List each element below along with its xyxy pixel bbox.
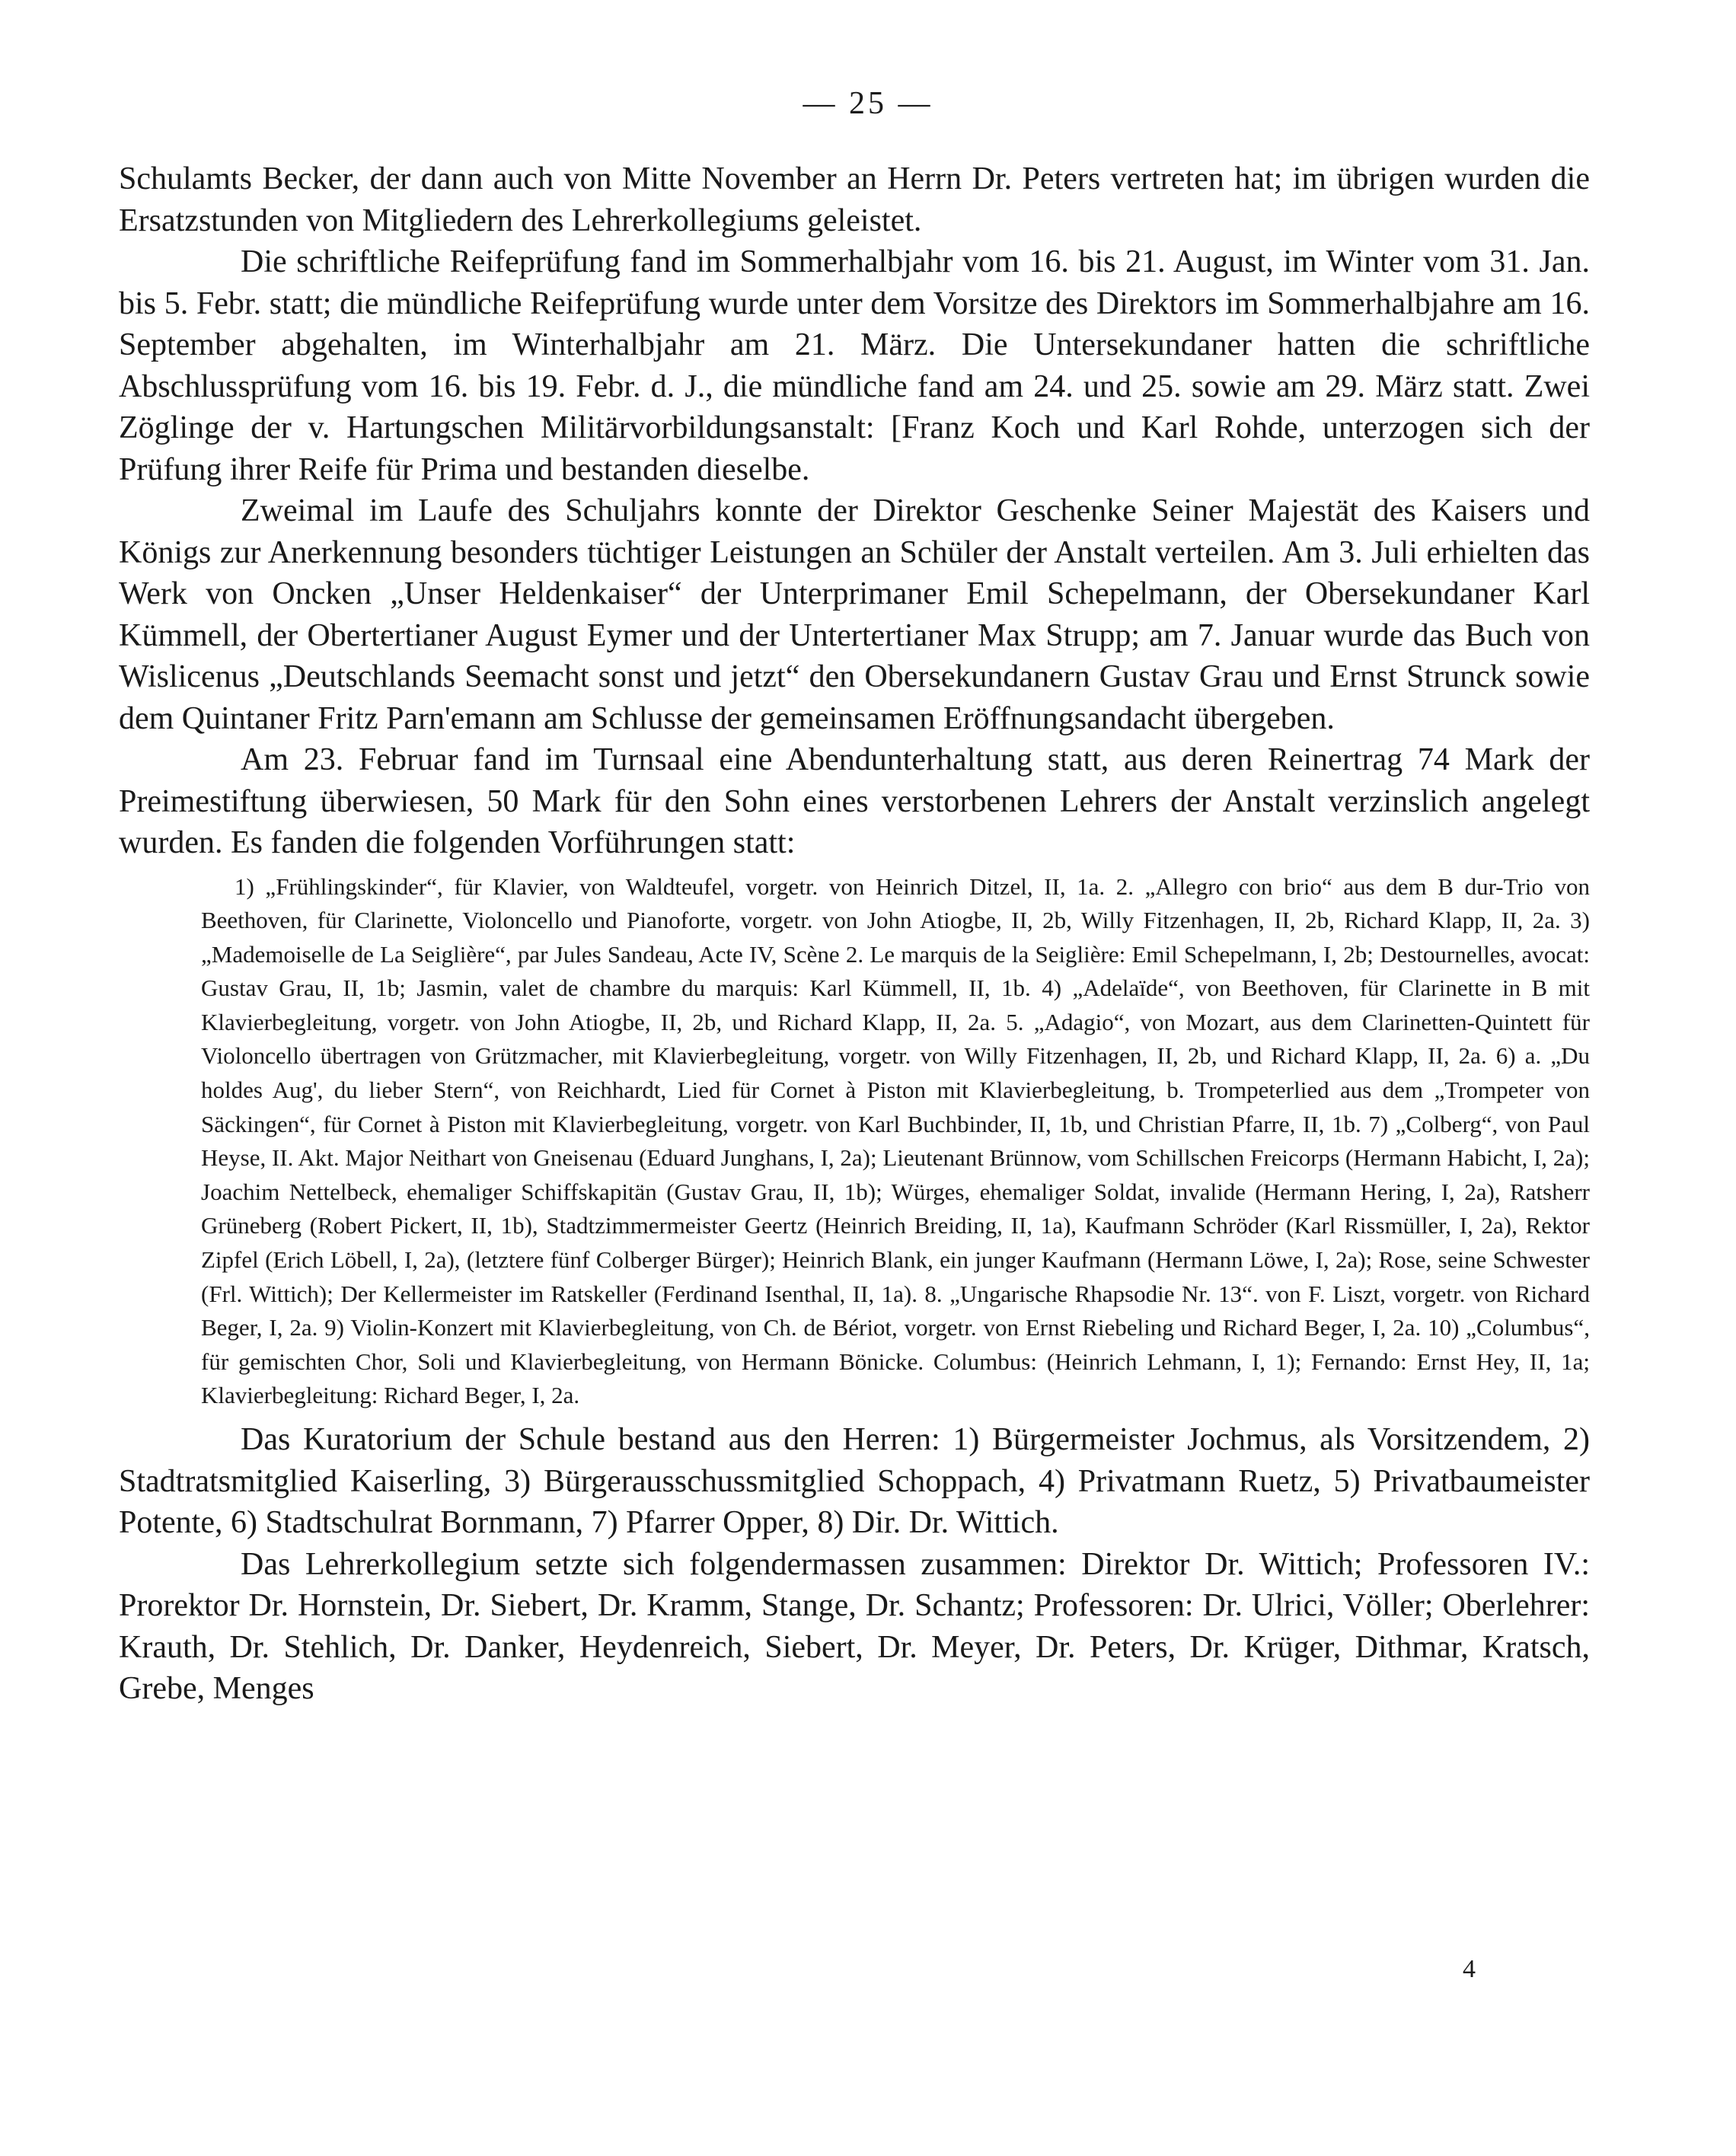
paragraph-geschenke: Zweimal im Laufe des Schuljahrs konnte der Direktor Geschenke Seiner Majestät des Kaisers und Königs zur Anerkennung besonders tüchtiger Leistungen an Schüler der Anstalt verteilen. Am 3. Juli erhielten das Werk von Oncken „Unser Heldenkaiser“ der Unterprimaner Emil Schepelmann, der Obersekundaner Karl Kümmell, der Obertertianer August Eymer und der Untertertianer Max Strupp; am 7. Januar wurde das Buch von Wislicenus „Deutschlands Seemacht sonst und jetzt“ den Obersekundanern Gustav Grau und Ernst Strunck sowie dem Quintaner Fritz Parn'emann am Schlusse der gemeinsamen Eröffnungsandacht übergeben. <box>119 493 1590 736</box>
paragraph-reifepruefung: Die schriftliche Reifeprüfung fand im Sommerhalbjahr vom 16. bis 21. August, im Winter vom 31. Jan. bis 5. Febr. statt; die mündliche Reifeprüfung wurde unter dem Vorsitze des Direktors im Sommerhalbjahre am 16. September abgehalten, im Winterhalbjahr am 21. März. Die Untersekundaner hatten die schriftliche Abschlussprüfung vom 16. bis 19. Febr. d. J., die mündliche fand am 24. und 25. sowie am 29. März statt. Zwei Zöglinge der v. Hartungschen Militärvorbildungsanstalt: [Franz Koch und Karl Rohde, unterzogen sich der Prüfung ihrer Reife für Prima und bestanden dieselbe. <box>119 244 1590 487</box>
page-number: — 25 — <box>803 86 933 121</box>
paragraph-lehrerkollegium: Das Lehrerkollegium setzte sich folgendermassen zusammen: Direktor Dr. Wittich; Professoren IV.: Prorektor Dr. Hornstein, Dr. Siebert, Dr. Kramm, Stange, Dr. Schantz; Professoren: Dr. Ulrici, Völler; Oberlehrer: Krauth, Dr. Stehlich, Dr. Danker, Heydenreich, Siebert, Dr. Meyer, Dr. Peters, Dr. Krüger, Dithmar, Kratsch, Grebe, Menges <box>119 1546 1590 1706</box>
program-list: 1) „Frühlingskinder“, für Klavier, von Waldteufel, vorgetr. von Heinrich Ditzel, II, 1a. 2. „Allegro con brio“ aus dem B dur-Trio von Beethoven, für Clarinette, Violoncello und Pianoforte, vorgetr. von John Atiogbe, II, 2b, Willy Fitzenhagen, II, 2b, Richard Klapp, II, 2a. 3) „Mademoiselle de La Seiglière“, par Jules Sandeau, Acte IV, Scène 2. Le marquis de la Seiglière: Emil Schepelmann, I, 2b; Destournelles, avocat: Gustav Grau, II, 1b; Jasmin, valet de chambre du marquis: Karl Kümmell, II, 1b. 4) „Adelaïde“, von Beethoven, für Clarinette in B mit Klavierbegleitung, vorgetr. von John Atiogbe, II, 2b, und Richard Klapp, II, 2a. 5. „Adagio“, von Mozart, aus dem Clarinetten-Quintett für Violoncello übertragen von Grützmacher, mit Klavierbegleitung, vorgetr. von Willy Fitzenhagen, II, 2b, und Richard Klapp, II, 2a. 6) a. „Du holdes Aug', du lieber Stern“, von Reichhardt, Lied für Cornet à Piston mit Klavierbegleitung, b. Trompeterlied aus dem „Trompeter von Säckingen“, für Cornet à Piston mit Klavierbegleitung, vorgetr. von Karl Buchbinder, II, 1b, und Christian Pfarre, II, 1b. 7) „Colberg“, von Paul Heyse, II. Akt. Major Neithart von Gneisenau (Eduard Junghans, I, 2a); Lieutenant Brünnow, vom Schillschen Freicorps (Hermann Habicht, I, 2a); Joachim Nettelbeck, ehemaliger Schiffskapitän (Gustav Grau, II, 1b); Würges, ehemaliger Soldat, invalide (Hermann Hering, I, 2a), Ratsherr Grüneberg (Robert Pickert, II, 1b), Stadtzimmermeister Geertz (Heinrich Breiding, II, 1a), Kaufmann Schröder (Karl Rissmüller, I, 2a), Rektor Zipfel (Erich Löbell, I, 2a), (letztere fünf Colberger Bürger); Heinrich Blank, ein junger Kaufmann (Hermann Löwe, I, 2a); Rose, seine Schwester (Frl. Wittich); Der Kellermeister im Ratskeller (Ferdinand Isenthal, II, 1a). 8. „Ungarische Rhapsodie Nr. 13“. von F. Liszt, vorgetr. von Richard Beger, I, 2a. 9) Violin-Konzert mit Klavierbegleitung, von Ch. de Bériot, vorgetr. von Ernst Riebeling und Richard Beger, I, 2a. 10) „Columbus“, für gemischten Chor, Soli und Klavierbegleitung, von Hermann Bönicke. Columbus: (Heinrich Lehmann, I, 1); Fernando: Ernst Hey, II, 1a; Klavierbegleitung: Richard Beger, I, 2a. <box>201 872 1590 1409</box>
paragraph-1: Schulamts Becker, der dann auch von Mitte November an Herrn Dr. Peters vertreten hat; im übrigen wurden die Ersatzstunden von Mitgliedern des Lehrerkollegiums geleistet. <box>119 161 1590 238</box>
signature-mark: 4 <box>1463 1955 1476 1983</box>
paragraph-abendunterhaltung: Am 23. Februar fand im Turnsaal eine Abendunterhaltung statt, aus deren Reinertrag 74 Mark der Preimestiftung überwiesen, 50 Mark für den Sohn eines verstorbenen Lehrers der Anstalt verzinslich angelegt wurden. Es fanden die folgenden Vorführungen statt: <box>119 742 1590 860</box>
paragraph-kuratorium: Das Kuratorium der Schule bestand aus den Herren: 1) Bürgermeister Jochmus, als Vorsitzendem, 2) Stadtratsmitglied Kaiserling, 3) Bürgerausschussmitglied Schoppach, 4) Privatmann Ruetz, 5) Privatbaumeister Potente, 6) Stadtschulrat Bornmann, 7) Pfarrer Opper, 8) Dir. Dr. Wittich. <box>119 1422 1590 1540</box>
text-body <box>119 158 1590 1710</box>
